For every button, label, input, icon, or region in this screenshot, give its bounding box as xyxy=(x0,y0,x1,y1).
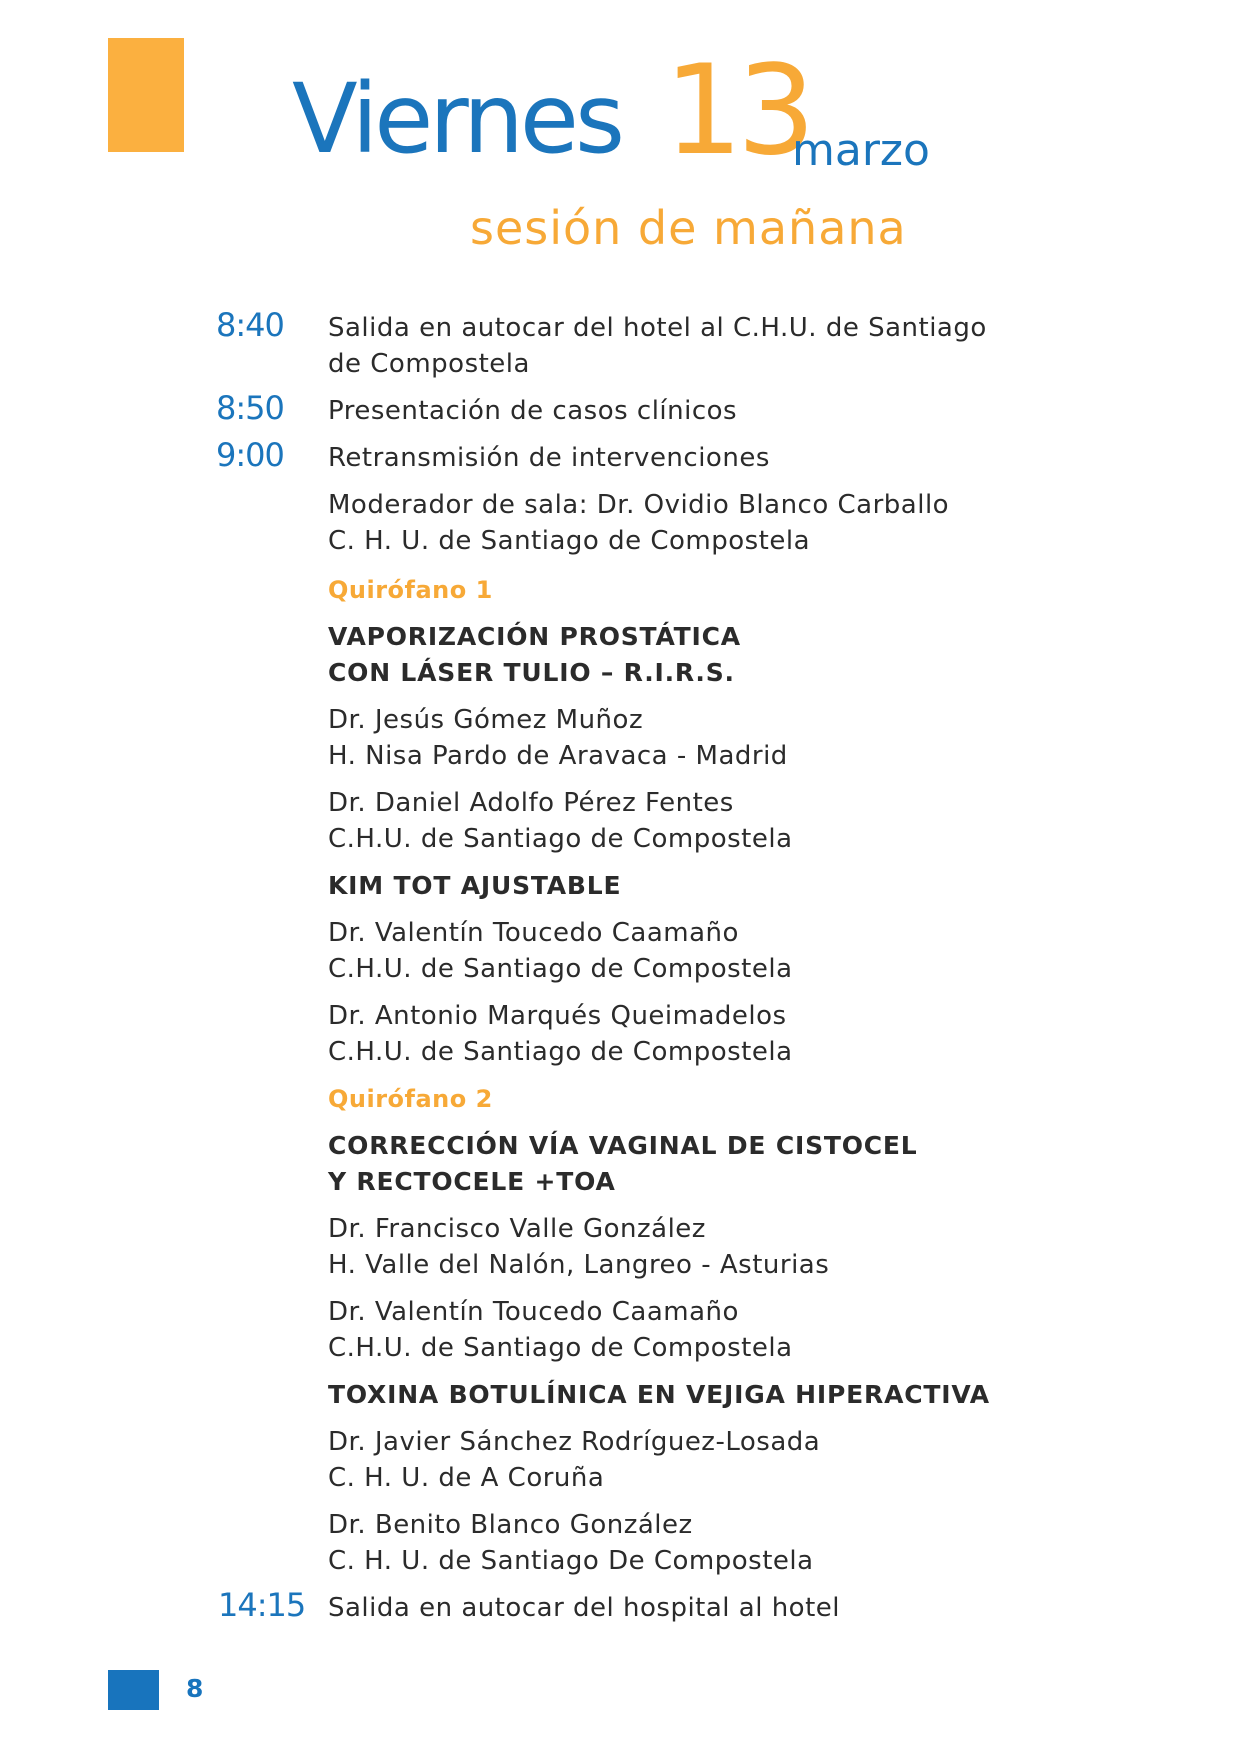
speaker-affiliation: C. H. U. de Santiago De Compostela xyxy=(328,1546,814,1576)
speaker-affiliation: C.H.U. de Santiago de Compostela xyxy=(328,954,793,984)
speaker-name: Dr. Antonio Marqués Queimadelos xyxy=(328,1001,787,1031)
speaker-affiliation: H. Valle del Nalón, Langreo - Asturias xyxy=(328,1250,830,1280)
agenda-line: Salida en autocar del hotel al C.H.U. de Santiago xyxy=(328,313,987,343)
speaker-name: Dr. Jesús Gómez Muñoz xyxy=(328,705,644,735)
speaker-affiliation: C.H.U. de Santiago de Compostela xyxy=(328,824,793,854)
procedure-title: TOXINA BOTULÍNICA EN VEJIGA HIPERACTIVA xyxy=(328,1380,990,1409)
orange-decor-block xyxy=(108,38,184,152)
time-9-00: 9:00 xyxy=(216,436,284,474)
speaker-name: Dr. Francisco Valle González xyxy=(328,1214,706,1244)
speaker-name: Dr. Javier Sánchez Rodríguez-Losada xyxy=(328,1427,821,1457)
title-month: marzo xyxy=(792,125,930,176)
speaker-affiliation: H. Nisa Pardo de Aravaca - Madrid xyxy=(328,741,788,771)
session-subtitle: sesión de mañana xyxy=(470,201,907,255)
page-number: 8 xyxy=(186,1674,204,1703)
time-14-15: 14:15 xyxy=(218,1586,306,1624)
agenda-line: Salida en autocar del hospital al hotel xyxy=(328,1593,841,1623)
title-weekday: Viernes xyxy=(292,63,621,175)
procedure-title: CORRECCIÓN VÍA VAGINAL DE CISTOCEL xyxy=(328,1131,918,1160)
agenda-line: de Compostela xyxy=(328,349,530,379)
time-8-40: 8:40 xyxy=(216,306,284,344)
speaker-affiliation: C. H. U. de A Coruña xyxy=(328,1463,605,1493)
room-heading: Quirófano 1 xyxy=(328,576,493,604)
agenda-line: Retransmisión de intervenciones xyxy=(328,443,770,473)
moderator-affiliation: C. H. U. de Santiago de Compostela xyxy=(328,526,811,556)
blue-decor-block xyxy=(108,1670,159,1710)
room-heading: Quirófano 2 xyxy=(328,1085,493,1113)
procedure-title: Y RECTOCELE +TOA xyxy=(328,1167,616,1196)
moderator-line: Moderador de sala: Dr. Ovidio Blanco Carballo xyxy=(328,490,950,520)
speaker-affiliation: C.H.U. de Santiago de Compostela xyxy=(328,1333,793,1363)
time-8-50: 8:50 xyxy=(216,389,284,427)
speaker-name: Dr. Daniel Adolfo Pérez Fentes xyxy=(328,788,734,818)
speaker-name: Dr. Benito Blanco González xyxy=(328,1510,693,1540)
procedure-title: VAPORIZACIÓN PROSTÁTICA xyxy=(328,622,741,651)
speaker-affiliation: C.H.U. de Santiago de Compostela xyxy=(328,1037,793,1067)
speaker-name: Dr. Valentín Toucedo Caamaño xyxy=(328,1297,739,1327)
agenda-line: Presentación de casos clínicos xyxy=(328,396,738,426)
speaker-name: Dr. Valentín Toucedo Caamaño xyxy=(328,918,739,948)
title-day: 13 xyxy=(664,39,810,183)
procedure-title: CON LÁSER TULIO – R.I.R.S. xyxy=(328,658,735,687)
procedure-title: KIM TOT AJUSTABLE xyxy=(328,871,622,900)
